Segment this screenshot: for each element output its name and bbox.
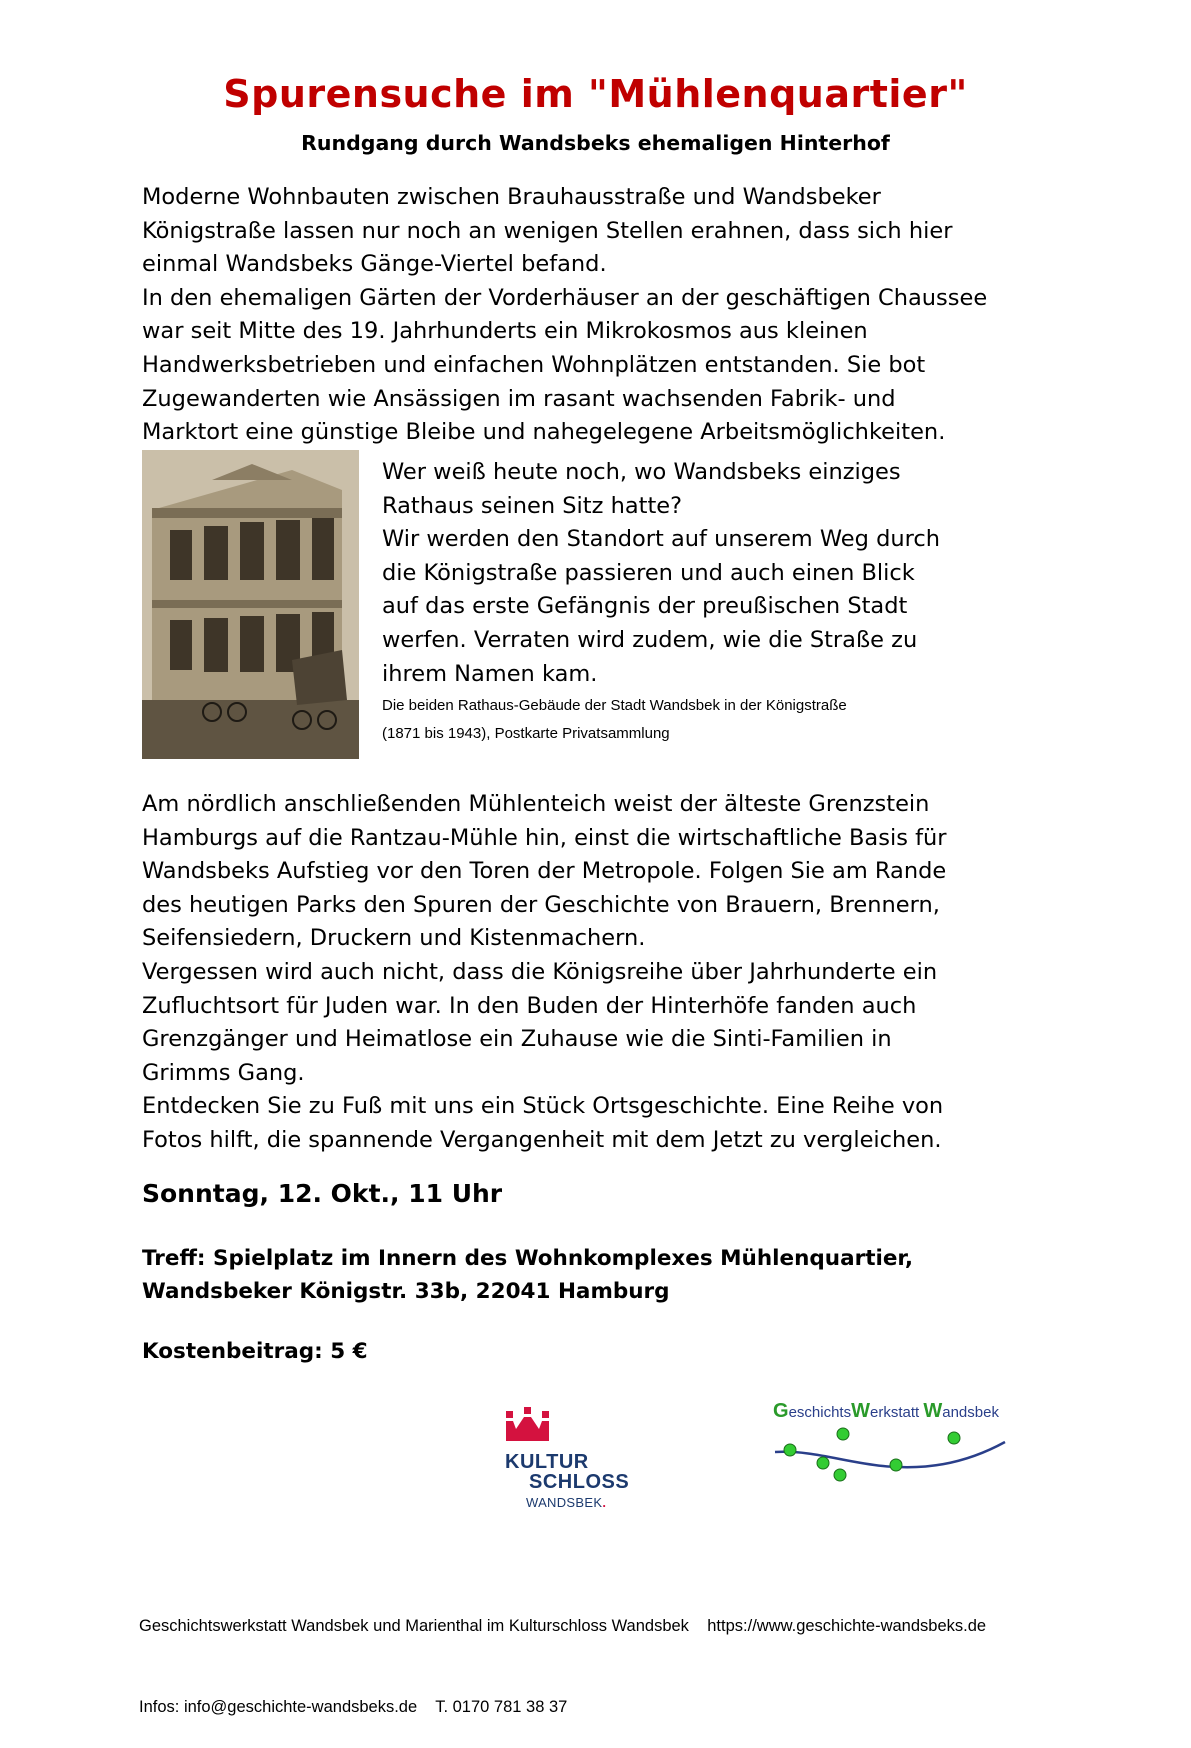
text-line: Entdecken Sie zu Fuß mit uns ein Stück Ortsgeschichte. Eine Reihe von <box>142 1093 944 1120</box>
geschichtswerkstatt-wordmark: GeschichtsWerkstatt Wandsbek <box>773 1400 999 1422</box>
kulturschloss-word-2: SCHLOSS <box>529 1471 630 1493</box>
text-line: Marktort eine günstige Bleibe und nahegelegene Arbeitsmöglichkeiten. <box>142 419 946 446</box>
town-hall-photo <box>142 450 359 759</box>
footer-line: Geschichtswerkstatt Wandsbek und Marienthal im Kulturschloss Wandsbek https://www.geschichte-wandsbeks.de <box>139 1617 987 1635</box>
text-line: einmal Wandsbeks Gänge-Viertel befand. <box>142 251 607 278</box>
text-line: des heutigen Parks den Spuren der Geschichte von Brauern, Brennern, <box>142 891 940 918</box>
text-line: Wandsbeks Aufstieg vor den Toren der Metropole. Folgen Sie am Rande <box>142 858 947 885</box>
page-subtitle: Rundgang durch Wandsbeks ehemaligen Hinterhof <box>301 131 890 155</box>
kulturschloss-word-3: WANDSBEK. <box>526 1495 607 1510</box>
caption-line: Die beiden Rathaus-Gebäude der Stadt Wandsbek in der Königstraße <box>382 697 847 714</box>
kulturschloss-word-1: KULTUR <box>505 1451 589 1473</box>
photo-caption <box>382 692 847 748</box>
geschichtswerkstatt-logo <box>773 1400 1023 1500</box>
footer-line: Infos: info@geschichte-wandsbeks.de T. 0170 781 38 37 <box>139 1698 568 1716</box>
text-line: Moderne Wohnbauten zwischen Brauhausstraße und Wandsbeker <box>142 184 881 210</box>
text-line: In den ehemaligen Gärten der Vorderhäuser an der geschäftigen Chaussee <box>142 284 988 311</box>
text-line: war seit Mitte des 19. Jahrhunderts ein Mikrokosmos aus kleinen <box>142 318 868 345</box>
image-side-paragraph <box>382 456 940 691</box>
text-line: die Königstraße passieren und auch einen Blick <box>382 559 915 586</box>
body-paragraph <box>142 788 947 1158</box>
text-line: Zufluchtsort für Juden war. In den Buden der Hinterhöfe fanden auch <box>142 992 917 1019</box>
footer <box>139 1559 986 1748</box>
intro-paragraph <box>142 181 987 450</box>
text-line: Grenzgänger und Heimatlose ein Zuhause wie die Sinti-Familien in <box>142 1026 892 1053</box>
text-line: Seifensiedern, Druckern und Kistenmachern. <box>142 925 646 952</box>
text-line: werfen. Verraten wird zudem, wie die Straße zu <box>382 626 918 653</box>
kulturschloss-logo <box>500 1407 640 1517</box>
text-line: Wer weiß heute noch, wo Wandsbeks einziges <box>382 459 901 485</box>
text-line: Vergessen wird auch nicht, dass die Königsreihe über Jahrhunderte ein <box>142 958 938 985</box>
event-date: Sonntag, 12. Okt., 11 Uhr <box>142 1179 503 1208</box>
text-line: Hamburgs auf die Rantzau-Mühle hin, einst die wirtschaftliche Basis für <box>142 824 947 851</box>
meeting-line: Treff: Spielplatz im Innern des Wohnkomplexes Mühlenquartier, <box>142 1246 914 1271</box>
text-line: Fotos hilft, die spannende Vergangenheit mit dem Jetzt zu vergleichen. <box>142 1126 942 1153</box>
cost-info: Kostenbeitrag: 5 € <box>142 1339 368 1364</box>
text-line: Königstraße lassen nur noch an wenigen Stellen erahnen, dass sich hier <box>142 217 953 244</box>
text-line: ihrem Namen kam. <box>382 660 598 687</box>
text-line: auf das erste Gefängnis der preußischen Stadt <box>382 593 908 620</box>
text-line: Am nördlich anschließenden Mühlenteich weist der älteste Grenzstein <box>142 791 930 817</box>
caption-line: (1871 bis 1943), Postkarte Privatsammlung <box>382 725 670 742</box>
river-dots-icon <box>773 1420 1023 1500</box>
page-title: Spurensuche im "Mühlenquartier" <box>223 72 968 116</box>
meeting-point <box>142 1242 913 1308</box>
meeting-line: Wandsbeker Königstr. 33b, 22041 Hamburg <box>142 1279 670 1304</box>
text-line: Rathaus seinen Sitz hatte? <box>382 492 683 519</box>
crown-icon <box>506 1407 550 1445</box>
text-line: Handwerksbetrieben und einfachen Wohnplätzen entstanden. Sie bot <box>142 351 926 378</box>
text-line: Zugewanderten wie Ansässigen im rasant wachsenden Fabrik- und <box>142 385 896 412</box>
text-line: Grimms Gang. <box>142 1059 305 1086</box>
text-line: Wir werden den Standort auf unserem Weg durch <box>382 526 941 553</box>
